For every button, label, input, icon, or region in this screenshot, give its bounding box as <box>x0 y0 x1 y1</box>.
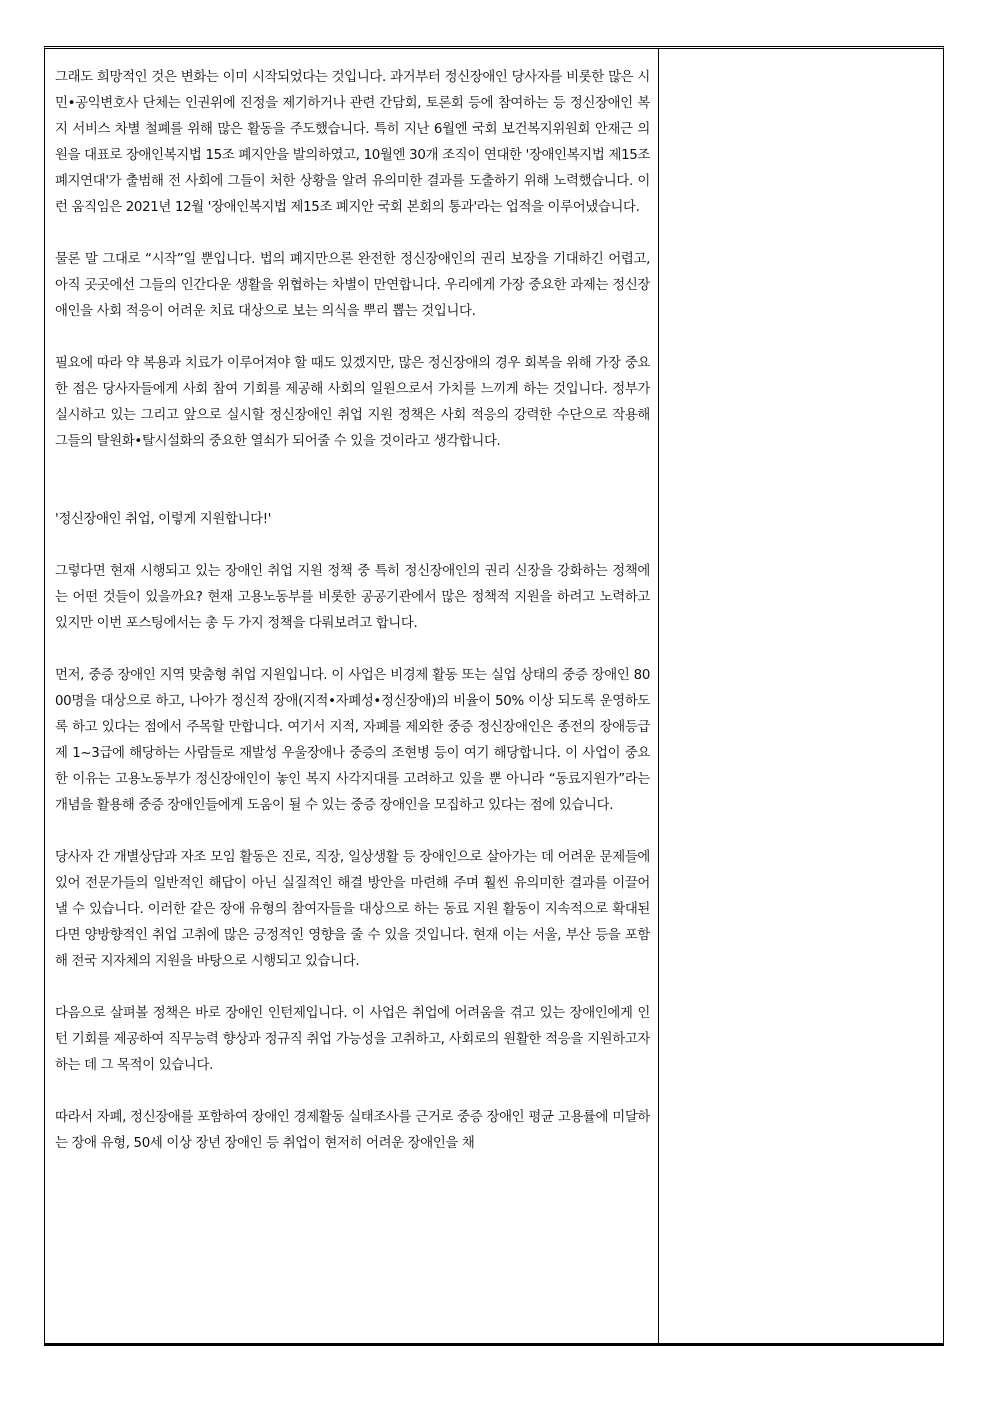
document-frame <box>44 46 944 1346</box>
paragraph-peer-support: 당사자 간 개별상담과 자조 모임 활동은 진로, 직장, 일상생활 등 장애인으로 살아가는 데 어려운 문제들에 있어 전문가들의 일반적인 해답이 아닌 실질적인 해결 방안을 마련해 주며 훨씬 유의미한 결과를 이끌어 낼 수 있습니다. 이러한 같은 장애 유형의 참여자들을 대상으로 하는 동료 지원 활동이 지속적으로 확대된다면 양방향적인 취업 고취에 많은 긍정적인 영향을 줄 수 있을 것입니다. 현재 이는 서울, 부산 등을 포함해 전국 지자체의 지원을 바탕으로 시행되고 있습니다. <box>55 850 650 969</box>
paragraph-policies-intro: 그렇다면 현재 시행되고 있는 장애인 취업 지원 정책 중 특히 정신장애인의 권리 신장을 강화하는 정책에는 어떤 것들이 있을까요? 현재 고용노동부를 비롯한 공공기관에서 많은 정책적 지원을 하려고 노력하고 있지만 이번 포스팅에서는 총 두 가지 정책을 다뤄보려고 합니다. <box>55 564 650 631</box>
paragraph-internship-target: 따라서 자폐, 정신장애를 포함하여 장애인 경제활동 실태조사를 근거로 중증 장애인 평균 고용률에 미달하는 장애 유형, 50세 이상 장년 장애인 등 취업이 현저히 어려운 장애인을 채 <box>55 1110 650 1151</box>
paragraph-start: 물론 말 그대로 “시작”일 뿐입니다. 법의 폐지만으론 완전한 정신장애인의 권리 보장을 기대하긴 어렵고, 아직 곳곳에선 그들의 인간다운 생활을 위협하는 차별이 만연합니다. 우리에게 가장 중요한 과제는 정신장애인을 사회 적응이 어려운 치료 대상으로 보는 의식을 뿌리 뽑는 것입니다. <box>55 252 650 319</box>
paragraph-social-participation: 필요에 따라 약 복용과 치료가 이루어져야 할 때도 있겠지만, 많은 정신장애의 경우 회복을 위해 가장 중요한 점은 당사자들에게 사회 참여 기회를 제공해 사회의 일원으로서 가치를 느끼게 하는 것입니다. 정부가 실시하고 있는 그리고 앞으로 실시할 정신장애인 취업 지원 정책은 사회 적응의 강력한 수단으로 작용해 그들의 탈원화•탈시설화의 중요한 열쇠가 되어줄 수 있을 것이라고 생각합니다. <box>55 356 650 449</box>
main-text-column <box>55 65 650 1343</box>
paragraph-internship: 다음으로 살펴볼 정책은 바로 장애인 인턴제입니다. 이 사업은 취업에 어려움을 겪고 있는 장애인에게 인턴 기회를 제공하여 직무능력 향상과 정규직 취업 가능성을 고취하고, 사회로의 원활한 적응을 지원하고자 하는 데 그 목적이 있습니다. <box>55 1006 650 1073</box>
section-heading: '정신장애인 취업, 이렇게 지원합니다!' <box>55 512 272 527</box>
side-column-empty <box>659 49 943 1343</box>
paragraph-regional-support: 먼저, 중증 장애인 지역 맞춤형 취업 지원입니다. 이 사업은 비경제 활동 또는 실업 상태의 중증 장애인 8000명을 대상으로 하고, 나아가 정신적 장애(지적•자폐성•정신장애)의 비율이 50% 이상 되도록 운영하도록 하고 있다는 점에서 주목할 만합니다. 여기서 지적, 자폐를 제외한 중증 정신장애인은 종전의 장애등급제 1~3급에 해당하는 사람들로 재발성 우울장애나 중증의 조현병 등이 여기 해당합니다. 이 사업이 중요한 이유는 고용노동부가 정신장애인이 놓인 복지 사각지대를 고려하고 있을 뿐 아니라 “동료지원가”라는 개념을 활용해 중증 장애인들에게 도움이 될 수 있는 중증 장애인을 모집하고 있다는 점에 있습니다. <box>55 668 650 813</box>
paragraph-hope: 그래도 희망적인 것은 변화는 이미 시작되었다는 것입니다. 과거부터 정신장애인 당사자를 비롯한 많은 시민•공익변호사 단체는 인권위에 진정을 제기하거나 관련 간담회, 토론회 등에 참여하는 등 정신장애인 복지 서비스 차별 철폐를 위해 많은 활동을 주도했습니다. 특히 지난 6월엔 국회 보건복지위원회 안재근 의원을 대표로 장애인복지법 15조 폐지안을 발의하였고, 10월엔 30개 조직이 연대한 '장애인복지법 제15조 폐지연대'가 출범해 전 사회에 그들이 처한 상황을 알려 유의미한 결과를 도출하기 위해 노력했습니다. 이런 움직임은 2021년 12월 '장애인복지법 제15조 폐지안 국회 본회의 통과'라는 업적을 이루어냈습니다. <box>55 70 650 215</box>
